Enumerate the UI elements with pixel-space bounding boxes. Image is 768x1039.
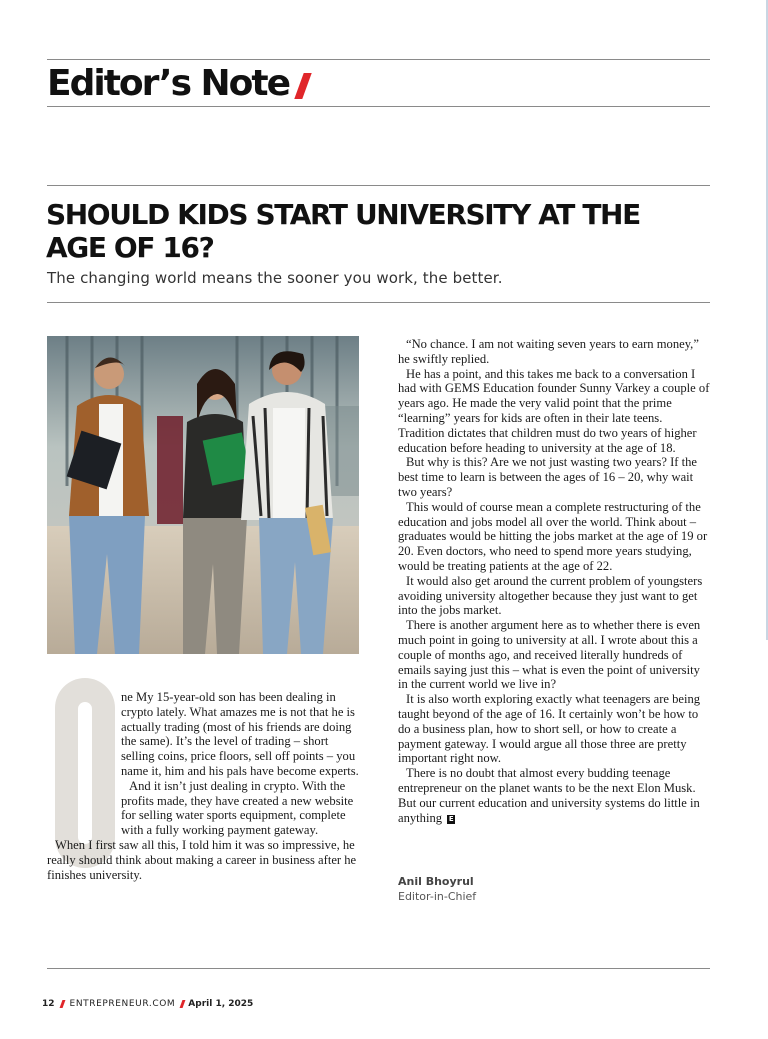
footer-rule bbox=[47, 968, 710, 969]
paragraph: It would also get around the current problem of youngsters avoiding university altogether because they just want to get into the jobs market. bbox=[398, 573, 703, 618]
author-name: Anil Bhoyrul bbox=[398, 875, 474, 888]
section-title bbox=[47, 62, 307, 106]
page-number: 12 bbox=[42, 999, 55, 1009]
article-dek: The changing world means the sooner you work, the better. bbox=[47, 269, 503, 287]
end-mark-icon: E bbox=[448, 814, 454, 823]
paragraph: There is another argument here as to whether there is even much point in going to university at all. I wrote about this a couple of months ago, and received literally hundreds of emails saying just this – what is even the point of university in the current world we live in? bbox=[398, 618, 701, 692]
top-rule bbox=[47, 59, 710, 60]
headline-bottom-rule bbox=[47, 302, 710, 303]
paragraph: And it isn’t just dealing in crypto. With the profits made, they have created a new website for selling water sports equipment, complete with a fully working payment gateway. bbox=[121, 778, 354, 838]
paragraph: ne My 15-year-old son has been dealing in crypto lately. What amazes me is not that he is actually trading (most of his friends are doing the same). It’s the level of trading – short selling coins, price floors, sell off points – you name it, him and his pals have become experts. bbox=[121, 690, 359, 778]
paragraph: It is also worth exploring exactly what teenagers are being taught beyond of the age of 16. It certainly won’t be how to do a business plan, how to short sell, or how to create a payment gateway. I would argue all those three are pretty important right now. bbox=[398, 692, 701, 766]
page-footer bbox=[42, 999, 253, 1009]
author-role: Editor-in-Chief bbox=[398, 890, 477, 903]
accent-slash-icon bbox=[294, 73, 311, 99]
footer-date: April 1, 2025 bbox=[188, 999, 254, 1009]
footer-slash-icon bbox=[59, 1000, 65, 1008]
paragraph: When I first saw all this, I told him it was so impressive, he really should think about making a career in business after he finishes university. bbox=[47, 837, 357, 882]
paragraph-last bbox=[398, 766, 710, 825]
column-left bbox=[47, 690, 359, 882]
paragraph: This would of course mean a complete restructuring of the education and jobs model all over the world. Think about – graduates would be hitting the jobs market at the age of 19 or 20. Even doctors, who need to spend more years studying, would be treating patients at the age of 22. bbox=[398, 499, 708, 573]
footer-slash-icon bbox=[180, 1000, 186, 1008]
paragraph-last-text: There is no doubt that almost every budding teenage entrepreneur on the planet wants to be the next Elon Musk. But our current education and university systems do little in anything bbox=[398, 766, 700, 825]
footer-site: ENTREPRENEUR.COM bbox=[69, 999, 176, 1009]
column-right bbox=[398, 337, 710, 825]
paragraph: But why is this? Are we not just wasting two years? If the best time to learn is between the ages of 16 – 20, why wait two years? bbox=[398, 455, 698, 499]
headline-top-rule bbox=[47, 185, 710, 186]
section-title-text: Editor’s Note bbox=[47, 63, 290, 104]
article-photo bbox=[47, 336, 359, 654]
paragraph: “No chance. I am not waiting seven years to earn money,” he swiftly replied. bbox=[398, 337, 699, 366]
article-headline: SHOULD KIDS START UNIVERSITY AT THE AGE OF 16? bbox=[46, 198, 640, 264]
paragraph: He has a point, and this takes me back to a conversation I had with GEMS Education founder Sunny Varkey a couple of years ago. He made the very valid point that the prime “learning” years for kids are often in their late teens. Tradition dictates that children must do two years of higher education before heading to university at the age of 18. bbox=[398, 366, 710, 455]
section-title-rule bbox=[47, 106, 710, 107]
